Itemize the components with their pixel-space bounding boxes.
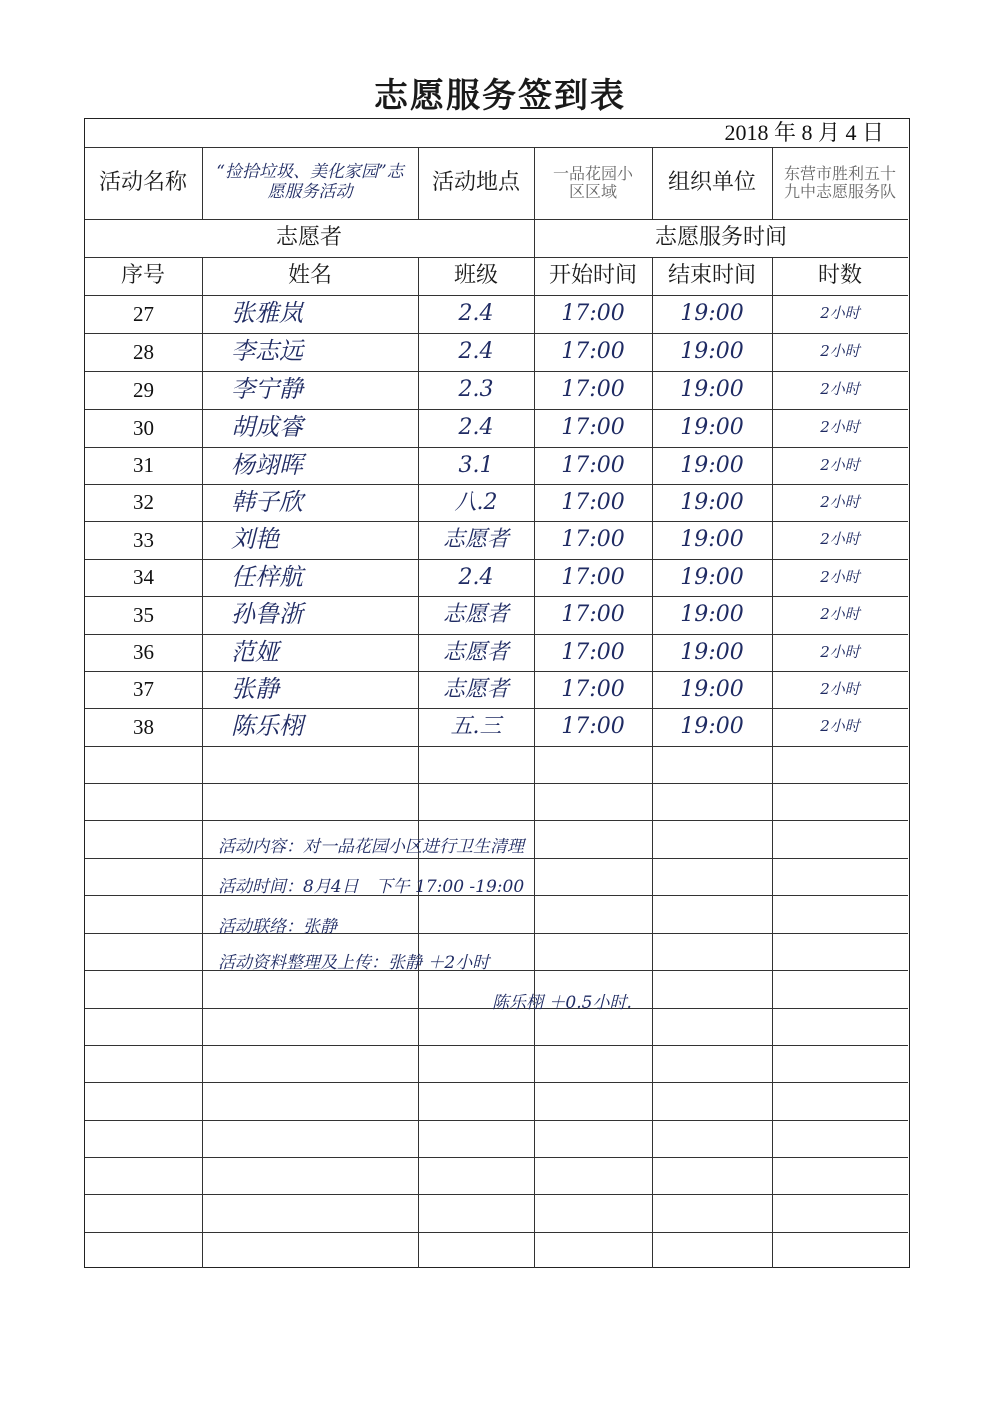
column-header-end: 结束时间 bbox=[667, 263, 756, 289]
row-hours: 2小时 bbox=[820, 605, 860, 624]
row-start-time: 17:00 bbox=[561, 415, 625, 441]
row-no: 28 bbox=[133, 339, 154, 364]
row-no: 34 bbox=[133, 565, 154, 590]
row-name: 刘艳 bbox=[231, 525, 279, 554]
row-class: 八.2 bbox=[454, 489, 498, 515]
column-header-start: 开始时间 bbox=[548, 263, 637, 289]
note-activity-content: 活动内容：对一品花园小区进行卫生清理 bbox=[218, 837, 524, 857]
location-label: 活动地点 bbox=[431, 170, 520, 196]
column-header-class: 班级 bbox=[453, 263, 498, 289]
row-no: 29 bbox=[133, 377, 154, 402]
row-no: 33 bbox=[133, 527, 154, 552]
note-activity-material: 活动资料整理及上传：张静 ＋2小时 bbox=[218, 953, 490, 973]
row-class: 志愿者 bbox=[442, 676, 509, 702]
row-name: 任梓航 bbox=[231, 562, 303, 591]
row-end-time: 19:00 bbox=[680, 714, 744, 740]
row-class: 志愿者 bbox=[442, 527, 509, 553]
grid-line bbox=[85, 1082, 908, 1083]
row-no: 37 bbox=[133, 677, 154, 702]
row-hours: 2小时 bbox=[820, 679, 860, 698]
column-header-hours: 时数 bbox=[817, 263, 862, 289]
row-no: 38 bbox=[133, 714, 154, 739]
row-hours: 2小时 bbox=[820, 717, 860, 736]
grid-line bbox=[85, 1194, 908, 1195]
row-start-time: 17:00 bbox=[561, 452, 625, 478]
row-hours: 2小时 bbox=[820, 304, 860, 323]
row-hours: 2小时 bbox=[820, 418, 860, 437]
row-start-time: 17:00 bbox=[561, 301, 625, 327]
volunteer-section-header: 志愿者 bbox=[275, 225, 342, 251]
grid-line bbox=[85, 746, 908, 747]
row-end-time: 19:00 bbox=[680, 564, 744, 590]
row-hours: 2小时 bbox=[820, 342, 860, 361]
row-end-time: 19:00 bbox=[680, 377, 744, 403]
row-name: 陈乐栩 bbox=[231, 712, 303, 741]
row-no: 27 bbox=[133, 301, 154, 326]
row-hours: 2小时 bbox=[820, 492, 860, 511]
row-name: 范娅 bbox=[231, 637, 279, 666]
grid-line bbox=[85, 1045, 908, 1046]
grid-line bbox=[85, 1232, 908, 1233]
row-end-time: 19:00 bbox=[680, 489, 744, 515]
row-class: 3.1 bbox=[458, 452, 494, 478]
row-no: 36 bbox=[133, 640, 154, 665]
service-time-section-header: 志愿服务时间 bbox=[654, 225, 787, 251]
row-start-time: 17:00 bbox=[561, 564, 625, 590]
row-class: 2.4 bbox=[458, 339, 494, 365]
grid-line bbox=[85, 1157, 908, 1158]
grid-line bbox=[85, 933, 908, 934]
row-end-time: 19:00 bbox=[680, 415, 744, 441]
note-activity-material-extra: 陈乐栩 ＋0.5小时. bbox=[492, 993, 632, 1013]
row-hours: 2小时 bbox=[820, 642, 860, 661]
grid-line bbox=[85, 970, 908, 971]
row-hours: 2小时 bbox=[820, 567, 860, 586]
row-hours: 2小时 bbox=[820, 455, 860, 474]
row-end-time: 19:00 bbox=[680, 339, 744, 365]
page-title: 志愿服务签到表 bbox=[374, 76, 626, 116]
row-name: 胡成睿 bbox=[231, 413, 303, 442]
column-header-name: 姓名 bbox=[287, 263, 332, 289]
row-start-time: 17:00 bbox=[561, 639, 625, 665]
row-name: 孙鲁浙 bbox=[231, 600, 303, 629]
column-header-no: 序号 bbox=[120, 263, 165, 289]
row-end-time: 19:00 bbox=[680, 301, 744, 327]
grid-line bbox=[85, 858, 908, 859]
row-hours: 2小时 bbox=[820, 530, 860, 549]
row-end-time: 19:00 bbox=[680, 602, 744, 628]
row-name: 张雅岚 bbox=[231, 299, 303, 328]
row-class: 2.3 bbox=[458, 377, 494, 403]
row-start-time: 17:00 bbox=[561, 377, 625, 403]
row-end-time: 19:00 bbox=[680, 639, 744, 665]
row-end-time: 19:00 bbox=[680, 452, 744, 478]
date-text: 2018 年 8 月 4 日 bbox=[724, 120, 884, 146]
row-start-time: 17:00 bbox=[561, 676, 625, 702]
note-activity-contact: 活动联络：张静 bbox=[218, 917, 337, 937]
row-no: 31 bbox=[133, 453, 154, 478]
row-class: 五.三 bbox=[450, 714, 502, 740]
row-no: 32 bbox=[133, 490, 154, 515]
row-start-time: 17:00 bbox=[561, 527, 625, 553]
row-class: 志愿者 bbox=[442, 602, 509, 628]
row-start-time: 17:00 bbox=[561, 489, 625, 515]
organizer-value: 东营市胜利五十九中志愿服务队 bbox=[783, 163, 896, 201]
row-class: 2.4 bbox=[458, 301, 494, 327]
row-no: 35 bbox=[133, 602, 154, 627]
grid-line bbox=[85, 820, 908, 821]
row-class: 2.4 bbox=[458, 415, 494, 441]
location-value: 一品花园小区区域 bbox=[552, 163, 633, 201]
row-name: 杨翊晖 bbox=[231, 450, 303, 479]
row-hours: 2小时 bbox=[820, 380, 860, 399]
row-start-time: 17:00 bbox=[561, 602, 625, 628]
activity-name-value: “捡拾垃圾、美化家园”志愿服务活动 bbox=[216, 162, 404, 202]
row-end-time: 19:00 bbox=[680, 527, 744, 553]
row-name: 张静 bbox=[231, 674, 279, 703]
row-name: 李志远 bbox=[231, 337, 303, 366]
row-no: 30 bbox=[133, 415, 154, 440]
activity-name-label: 活动名称 bbox=[98, 170, 187, 196]
row-name: 韩子欣 bbox=[231, 487, 303, 516]
grid-line bbox=[85, 1120, 908, 1121]
row-start-time: 17:00 bbox=[561, 339, 625, 365]
row-class: 2.4 bbox=[458, 564, 494, 590]
note-activity-time: 活动时间：8月4日 下午 17:00 -19:00 bbox=[218, 877, 525, 897]
row-start-time: 17:00 bbox=[561, 714, 625, 740]
organizer-label: 组织单位 bbox=[667, 170, 756, 196]
row-end-time: 19:00 bbox=[680, 676, 744, 702]
row-name: 李宁静 bbox=[231, 375, 303, 404]
grid-line bbox=[85, 783, 908, 784]
row-class: 志愿者 bbox=[442, 639, 509, 665]
